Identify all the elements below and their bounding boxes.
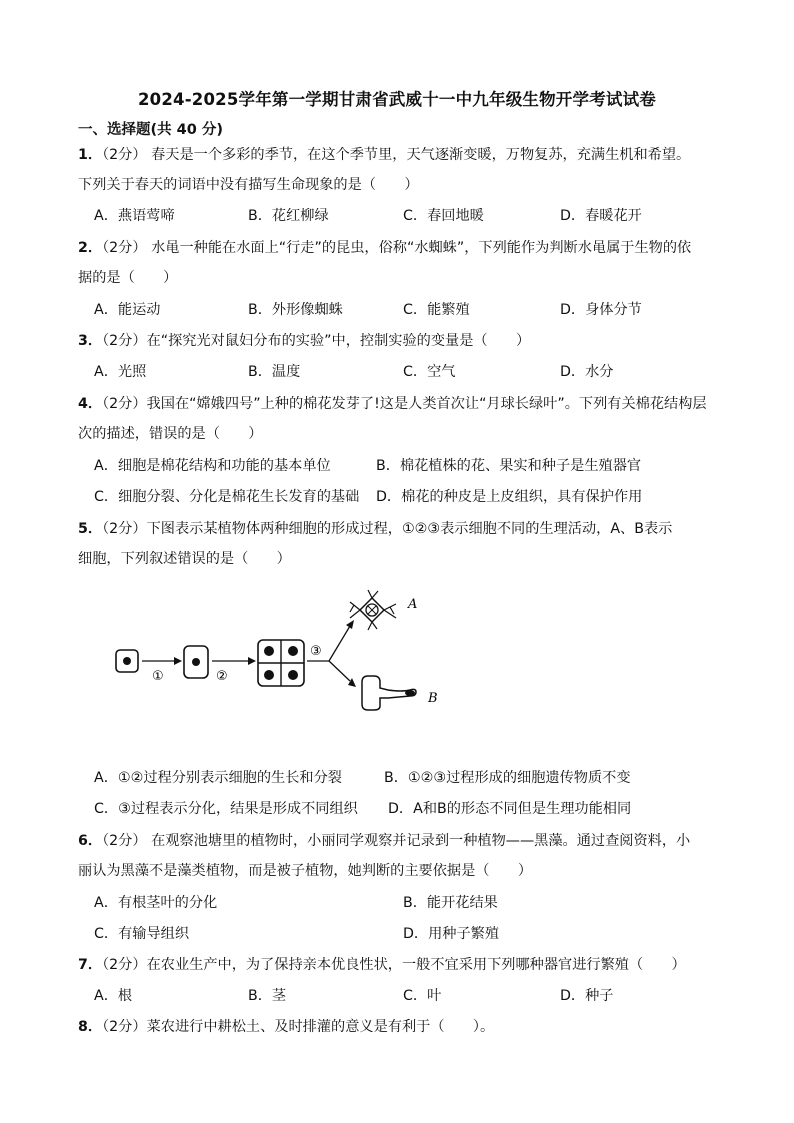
cell-b bbox=[362, 676, 416, 710]
question-3-option-b: B．温度 bbox=[248, 364, 301, 380]
cell-b-label: B bbox=[428, 691, 438, 706]
question-1-option-b: B．花红柳绿 bbox=[248, 208, 329, 224]
question-5-line-2: 细胞，下列叙述错误的是（ ） bbox=[78, 551, 291, 567]
question-4-option-b: B．棉花植株的花、果实和种子是生殖器官 bbox=[376, 458, 642, 474]
question-4-option-a: A．细胞是棉花结构和功能的基本单位 bbox=[94, 458, 331, 474]
question-2-option-d: D．身体分节 bbox=[560, 302, 642, 318]
question-1-option-c: C．春回地暖 bbox=[403, 208, 484, 224]
process-label-3: ③ bbox=[310, 644, 322, 659]
question-7-option-d: D．种子 bbox=[560, 988, 614, 1004]
question-6-option-c: C．有输导组织 bbox=[94, 926, 190, 942]
question-2-option-a: A．能运动 bbox=[94, 302, 161, 318]
question-7-option-b: B．茎 bbox=[248, 988, 287, 1004]
arrow-2-head bbox=[248, 657, 256, 665]
question-5-option-b: B．①②③过程形成的细胞遗传物质不变 bbox=[384, 770, 631, 786]
question-score: （2分） bbox=[102, 147, 147, 163]
cell-nucleus bbox=[192, 658, 200, 666]
question-4-option-d: D．棉花的种皮是上皮组织，具有保护作用 bbox=[376, 489, 643, 505]
question-5-option-d: D．A和B的形态不同但是生理功能相同 bbox=[388, 801, 632, 817]
question-1-option-d: D．春暖花开 bbox=[560, 208, 642, 224]
question-7-line-1 bbox=[78, 955, 686, 975]
process-label-2: ② bbox=[216, 669, 228, 684]
arrow-1-head bbox=[174, 657, 182, 665]
process-label-1: ① bbox=[152, 669, 164, 684]
question-score: （2分） bbox=[102, 521, 147, 537]
question-2-line-2: 据的是（ ） bbox=[78, 270, 178, 286]
question-text: 在“探究光对鼠妇分布的实验”中，控制实验的变量是（ ） bbox=[146, 333, 531, 349]
question-number: 1． bbox=[78, 147, 103, 163]
page-title: 2024-2025学年第一学期甘肃省武威十一中九年级生物开学考试试卷 bbox=[138, 90, 656, 109]
question-7-option-c: C．叶 bbox=[403, 988, 442, 1004]
arrow-to-b bbox=[329, 661, 350, 681]
arrow-to-a bbox=[329, 626, 350, 661]
question-text: 在农业生产中，为了保持亲本优良性状，一般不宜采用下列哪种器官进行繁殖（ ） bbox=[146, 957, 686, 973]
question-5-line-1 bbox=[78, 519, 672, 539]
question-4-line-1 bbox=[78, 394, 707, 414]
question-number: 8． bbox=[78, 1019, 103, 1035]
question-7-option-a: A．根 bbox=[94, 988, 133, 1004]
question-2-line-1 bbox=[78, 238, 691, 258]
question-6-line-1 bbox=[78, 831, 690, 851]
question-3-line-1 bbox=[78, 331, 530, 351]
question-number: 6． bbox=[78, 833, 103, 849]
question-score: （2分） bbox=[102, 396, 147, 412]
cell-a-label: A bbox=[408, 597, 418, 612]
question-3-option-d: D．水分 bbox=[560, 364, 614, 380]
question-score: （2分） bbox=[102, 957, 147, 973]
question-1-option-a: A．燕语莺啼 bbox=[94, 208, 175, 224]
cell-a bbox=[350, 590, 396, 630]
question-text: 我国在“嫦娥四号”上种的棉花发芽了!这是人类首次让“月球长绿叶”。下列有关棉花结构层 bbox=[146, 396, 707, 412]
question-4-option-c: C．细胞分裂、分化是棉花生长发育的基础 bbox=[94, 489, 360, 505]
question-text: 菜农进行中耕松土、及时排灌的意义是有利于（ ）。 bbox=[146, 1019, 495, 1035]
question-text: 下图表示某植物体两种细胞的形成过程，①②③表示细胞不同的生理活动，A、B表示 bbox=[146, 521, 673, 537]
question-score: （2分） bbox=[102, 240, 147, 256]
question-3-option-a: A．光照 bbox=[94, 364, 147, 380]
question-text: 春天是一个多彩的季节，在这个季节里，天气逐渐变暖，万物复苏，充满生机和希望。 bbox=[146, 147, 691, 163]
section-heading: 一、选择题(共 40 分) bbox=[78, 122, 224, 138]
question-number: 4． bbox=[78, 396, 103, 412]
question-1-line-2: 下列关于春天的词语中没有描写生命现象的是（ ） bbox=[78, 177, 419, 193]
question-score: （2分） bbox=[102, 1019, 147, 1035]
question-number: 2． bbox=[78, 240, 103, 256]
question-3-option-c: C．空气 bbox=[403, 364, 456, 380]
question-score: （2分） bbox=[102, 833, 147, 849]
question-6-line-2: 丽认为黑藻不是藻类植物，而是被子植物，她判断的主要依据是（ ） bbox=[78, 863, 533, 879]
question-1-line-1 bbox=[78, 145, 690, 165]
question-number: 7． bbox=[78, 957, 103, 973]
question-6-option-d: D．用种子繁殖 bbox=[403, 926, 500, 942]
cell-formation-diagram bbox=[112, 588, 442, 748]
question-2-option-b: B．外形像蜘蛛 bbox=[248, 302, 343, 318]
question-text: 水黾一种能在水面上“行走”的昆虫，俗称“水蜘蛛”，下列能作为判断水黾属于生物的依 bbox=[146, 240, 692, 256]
question-6-option-a: A．有根茎叶的分化 bbox=[94, 895, 218, 911]
question-5-option-a: A．①②过程分别表示细胞的生长和分裂 bbox=[94, 770, 342, 786]
question-5-option-c: C．③过程表示分化，结果是形成不同组织 bbox=[94, 801, 358, 817]
question-text: 在观察池塘里的植物时，小丽同学观察并记录到一种植物——黑藻。通过查阅资料，小 bbox=[146, 833, 691, 849]
question-8-line-1 bbox=[78, 1017, 494, 1037]
question-2-option-c: C．能繁殖 bbox=[403, 302, 470, 318]
question-4-line-2: 次的描述，错误的是（ ） bbox=[78, 426, 263, 442]
question-6-option-b: B．能开花结果 bbox=[403, 895, 498, 911]
question-number: 5． bbox=[78, 521, 103, 537]
question-score: （2分） bbox=[102, 333, 147, 349]
divided-cells bbox=[258, 640, 304, 686]
cell-nucleus bbox=[123, 657, 131, 665]
question-number: 3． bbox=[78, 333, 103, 349]
arrow-to-a-head bbox=[346, 620, 354, 629]
